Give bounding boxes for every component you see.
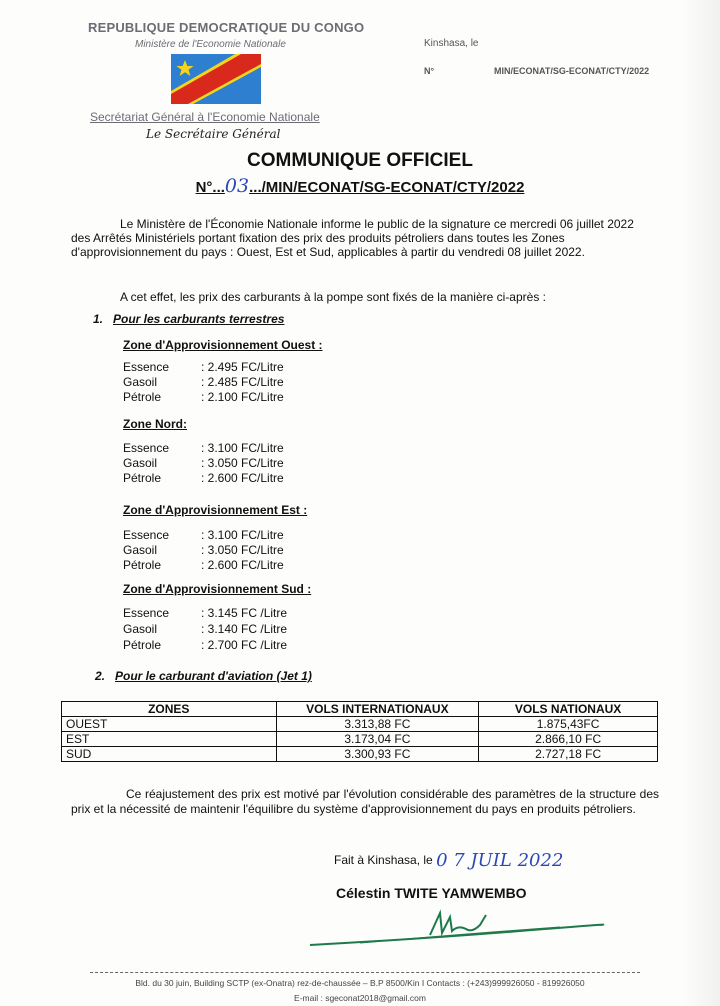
stamped-date: 0 7 JUIL 2022 [436,850,564,871]
product-name: Pétrole [123,558,162,572]
zone-heading-est: Zone d'Approvisionnement Est : [123,503,308,517]
product-price: : 3.145 FC /Litre [201,606,288,620]
section2-heading [95,669,312,683]
section2-title: Pour le carburant d'aviation (Jet 1) [115,669,312,683]
jet-fuel-price-table [61,701,658,762]
product-name: Gasoil [123,543,158,557]
table-header-row [62,702,658,717]
section1-number: 1. [93,312,104,326]
column-header-zones: ZONES [62,702,277,717]
national-price-cell: 1.875,43FC [479,717,658,732]
product-price: : 2.600 FC/Litre [201,471,284,485]
product-price: : 2.495 FC/Litre [201,360,284,374]
product-price: : 2.700 FC /Litre [201,638,288,652]
product-name: Pétrole [123,390,162,404]
section2-number: 2. [95,669,106,683]
zone-cell: EST [62,732,277,747]
header-ministry: Ministère de l'Economie Nationale [135,39,286,50]
product-name: Gasoil [123,456,158,470]
product-price: : 3.050 FC/Litre [201,543,284,557]
place-date-prefix: Fait à Kinshasa, le [334,853,433,867]
product-price: : 2.485 FC/Litre [201,375,284,389]
product-price: : 3.100 FC/Litre [201,441,284,455]
product-name: Essence [123,360,170,374]
reference-suffix: ./MIN/ECONAT/SG-ECONAT/CTY/2022 [257,179,525,196]
header-place: Kinshasa, le [424,38,479,49]
zone-heading-ouest: Zone d'Approvisionnement Ouest : [123,338,323,352]
zone-cell: OUEST [62,717,277,732]
international-price-cell: 3.313,88 FC [276,717,479,732]
footer-address: Bld. du 30 juin, Building SCTP (ex-Onatra) rez-de-chaussée – B.P 8500/Kin I Contacts : (+243)999926050 - 819926050 [135,978,585,988]
product-name: Gasoil [123,622,158,636]
product-price: : 2.100 FC/Litre [201,390,284,404]
product-price: : 3.100 FC/Litre [201,528,284,542]
footer-divider [90,972,640,973]
product-price: : 3.140 FC /Litre [201,622,288,636]
product-name: Essence [123,528,170,542]
header-number-value: MIN/ECONAT/SG-ECONAT/CTY/2022 [494,66,650,76]
table-row [62,717,658,732]
intro-paragraph: Le Ministère de l'Économie Nationale informe le public de la signature ce mercredi 06 juillet 2022 des Arrêtés Ministériels portant fixation des prix des produits pétroliers dans toutes les Zones d'approvisionnement du pays : Ouest, Est et Sud, applicables à partir du vendredi 08 juillet 2022. [71,217,634,259]
product-price: : 2.600 FC/Litre [201,558,284,572]
reference-handwritten-number: 03 [224,175,250,197]
international-price-cell: 3.173,04 FC [276,732,479,747]
international-price-cell: 3.300,93 FC [276,747,479,762]
reference-prefix: N°. [195,179,217,196]
table-row [62,732,658,747]
section1-heading [93,312,284,326]
national-price-cell: 2.866,10 FC [479,732,658,747]
zone-cell: SUD [62,747,277,762]
zone-heading-sud: Zone d'Approvisionnement Sud : [123,582,312,596]
handwritten-signature-icon [300,895,610,955]
closing-paragraph: Ce réajustement des prix est motivé par l'évolution considérable des paramètres de la structure des prix et la nécessité de maintenir l'équilibre du système d'approvisionnement du pays en produits pétroliers. [71,787,659,816]
footer-email: E-mail : sgeconat2018@gmail.com [294,993,426,1003]
document-reference [0,175,720,197]
product-name: Pétrole [123,471,162,485]
national-price-cell: 2.727,18 FC [479,747,658,762]
header-signatory-title: Le Secrétaire Général [146,127,281,141]
header-number-label: N° [424,66,435,76]
product-name: Gasoil [123,375,158,389]
header-country: REPUBLIQUE DEMOCRATIQUE DU CONGO [88,20,365,35]
header-secretariat: Secrétariat Général à l'Economie Nationale [90,110,320,124]
reference-dots-after: .. [249,179,258,196]
column-header-international: VOLS INTERNATIONAUX [276,702,479,717]
section1-title: Pour les carburants terrestres [113,312,285,326]
place-date-line [334,848,563,869]
product-name: Essence [123,606,170,620]
zone-heading-nord: Zone Nord: [123,417,187,431]
product-name: Pétrole [123,638,162,652]
product-name: Essence [123,441,170,455]
signer-name: Célestin TWITE YAMWEMBO [336,885,527,901]
table-row [62,747,658,762]
lead-paragraph: A cet effet, les prix des carburants à la pompe sont fixés de la manière ci-après : [120,290,546,304]
column-header-national: VOLS NATIONAUX [479,702,658,717]
product-price: : 3.050 FC/Litre [201,456,284,470]
drc-flag-icon [171,54,261,104]
document-title: COMMUNIQUE OFFICIEL [247,150,473,171]
reference-dots-before: .. [216,179,225,196]
